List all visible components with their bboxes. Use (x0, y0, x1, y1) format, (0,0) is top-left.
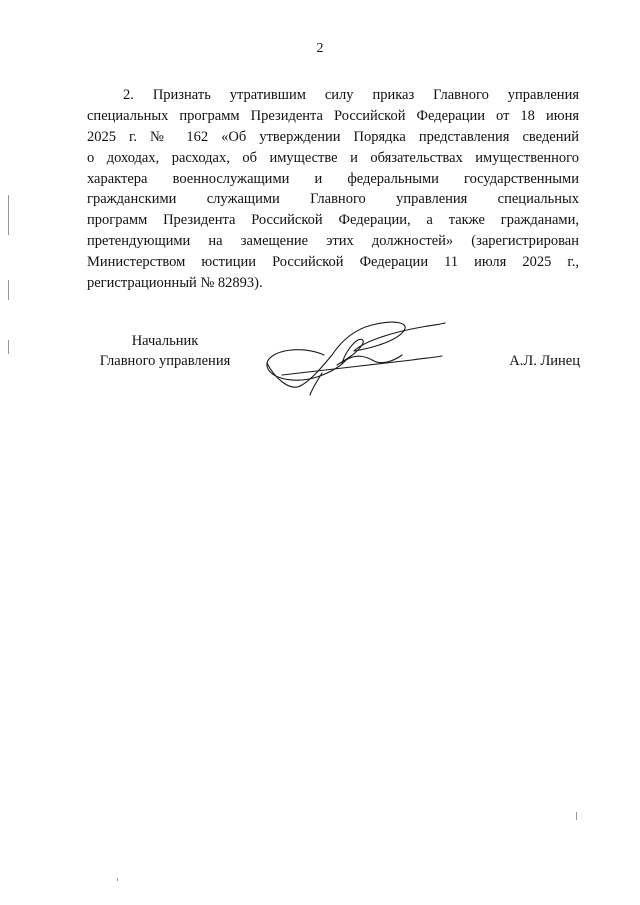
scan-artifact (8, 340, 9, 354)
signature-stroke (354, 323, 445, 351)
signatory-name: А.Л. Линец (509, 353, 580, 369)
page-number: 2 (316, 41, 324, 56)
signature-stroke (310, 373, 322, 395)
signatory-title-line-2: Главного управления (99, 353, 231, 369)
paragraph-line: регистрационный № 82893). (87, 275, 263, 292)
handwritten-signature (262, 315, 447, 400)
scan-artifact (8, 280, 9, 300)
signature-stroke (346, 355, 402, 363)
paragraph-line: о доходах, расходах, об имуществе и обязательствах имущественного (87, 149, 579, 166)
signature-stroke (267, 355, 332, 387)
paragraph-line: претендующими на замещение этих должностей» (зарегистрирован (87, 233, 579, 250)
paragraph-line: 2. Признать утратившим силу приказ Главного управления (123, 87, 579, 103)
signatory-title (85, 331, 245, 371)
paragraph-line: характера военнослужащими и федеральными государственными (87, 170, 579, 187)
signatory-title-line-1: Начальник (131, 333, 199, 349)
scan-artifact (8, 195, 9, 235)
paragraph-line: специальных программ Президента Российской Федерации от 18 июня (87, 107, 579, 124)
scan-artifact (576, 812, 577, 820)
paragraph-line: 2025 г. № 162 «Об утверждении Порядка представления сведений (87, 128, 579, 145)
paragraph-2 (87, 85, 579, 294)
signature-stroke (282, 356, 442, 375)
signature-stroke (332, 322, 405, 355)
paragraph-line: программ Президента Российской Федерации, а также гражданами, (87, 212, 579, 229)
scan-artifact (117, 878, 118, 881)
paragraph-line: Министерством юстиции Российской Федерации 11 июля 2025 г., (87, 254, 579, 271)
signature-stroke (267, 350, 346, 380)
paragraph-line: гражданскими служащими Главного управления специальных (87, 191, 579, 208)
